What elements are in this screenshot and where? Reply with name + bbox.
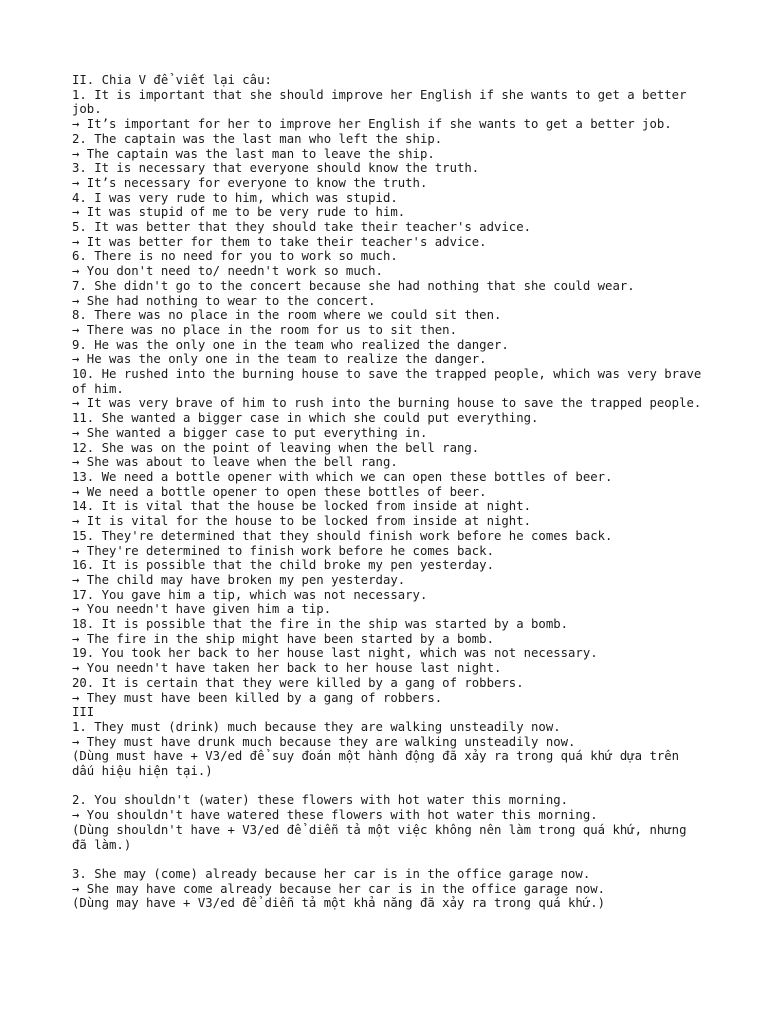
exercise-question: 15. They're determined that they should finish work before he comes back.: [72, 528, 613, 543]
section-heading: II. Chia V để viết lại câu:: [72, 73, 272, 87]
exercise-answer: → She was about to leave when the bell rang.: [72, 455, 398, 470]
exercise-question: 12. She was on the point of leaving when the bell rang.: [72, 440, 480, 455]
exercise-answer: → It was very brave of him to rush into the burning house to save the trapped people.: [72, 396, 702, 411]
document-page: [72, 73, 709, 911]
exercise-answer: → It was stupid of me to be very rude to him.: [72, 205, 406, 220]
exercise-question: 6. There is no need for you to work so much.: [72, 249, 398, 264]
exercise-question: 10. He rushed into the burning house to save the trapped people, which was very brave of him.: [72, 367, 709, 396]
exercise-question: 16. It is possible that the child broke my pen yesterday.: [72, 558, 494, 573]
exercise-question: 8. There was no place in the room where we could sit then.: [72, 308, 502, 323]
exercise-list: [72, 720, 704, 911]
exercise-question: 17. You gave him a tip, which was not necessary.: [72, 587, 428, 602]
exercise-answer: → They're determined to finish work before he comes back.: [72, 543, 494, 558]
exercise-question: 3. It is necessary that everyone should know the truth.: [72, 161, 480, 176]
exercise-question: 3. She may (come) already because her car is in the office garage now.: [72, 866, 591, 881]
exercise-question: 1. They must (drink) much because they are walking unsteadily now.: [72, 719, 561, 734]
exercise-answer: → She had nothing to wear to the concert.: [72, 293, 376, 308]
section-heading: III: [72, 705, 95, 720]
exercise-answer: → It’s necessary for everyone to know the truth.: [72, 175, 428, 190]
spacer: [72, 779, 704, 794]
exercise-answer: → The fire in the ship might have been started by a bomb.: [72, 631, 494, 646]
exercise-answer: → The child may have broken my pen yesterday.: [72, 572, 406, 587]
exercise-note: (Dùng may have + V3/ed để diễn tả một khả năng đã xảy ra trong quá khứ.): [72, 896, 606, 911]
exercise-question: 11. She wanted a bigger case in which she could put everything.: [72, 411, 539, 426]
spacer: [72, 852, 704, 867]
exercise-question: 7. She didn't go to the concert because she had nothing that she could wear.: [72, 278, 635, 293]
exercise-question: 19. You took her back to her house last night, which was not necessary.: [72, 646, 598, 661]
exercise-question: 14. It is vital that the house be locked from inside at night.: [72, 499, 532, 514]
exercise-answer: → You shouldn't have watered these flowers with hot water this morning.: [72, 808, 598, 823]
exercise-question: 4. I was very rude to him, which was stupid.: [72, 190, 398, 205]
exercise-answer: → They must have been killed by a gang of robbers.: [72, 690, 443, 705]
exercise-answer: → She may have come already because her car is in the office garage now.: [72, 881, 606, 896]
exercise-answer: → It is vital for the house to be locked from inside at night.: [72, 514, 532, 529]
exercise-question: 1. It is important that she should improve her English if she wants to get a better job.: [72, 87, 694, 117]
exercise-answer: → He was the only one in the team to realize the danger.: [72, 352, 487, 367]
exercise-answer: → She wanted a bigger case to put everything in.: [72, 425, 428, 440]
exercise-answer: → It was better for them to take their teacher's advice.: [72, 234, 487, 249]
exercise-answer: → You needn't have taken her back to her house last night.: [72, 661, 502, 676]
exercise-question: 9. He was the only one in the team who realized the danger.: [72, 337, 509, 352]
exercise-note: (Dùng shouldn't have + V3/ed để diễn tả một việc không nên làm trong quá khứ, nhưng đã làm.): [72, 822, 694, 852]
exercise-question: 2. The captain was the last man who left the ship.: [72, 131, 443, 146]
exercise-answer: → We need a bottle opener to open these bottles of beer.: [72, 484, 487, 499]
exercise-note: (Dùng must have + V3/ed để suy đoán một hành động đã xảy ra trong quá khứ dựa trên dấu hiệu hiện tại.): [72, 749, 687, 779]
exercise-question: 2. You shouldn't (water) these flowers with hot water this morning.: [72, 793, 569, 808]
exercise-answer: → It’s important for her to improve her English if she wants to get a better job.: [72, 117, 672, 132]
exercise-question: 20. It is certain that they were killed by a gang of robbers.: [72, 675, 524, 690]
exercise-question: 5. It was better that they should take their teacher's advice.: [72, 220, 532, 235]
exercise-answer: → You don't need to/ needn't work so much.: [72, 264, 383, 279]
exercise-answer: → You needn't have given him a tip.: [72, 602, 332, 617]
exercise-list: [72, 87, 709, 706]
exercise-question: 13. We need a bottle opener with which we can open these bottles of beer.: [72, 469, 613, 484]
exercise-question: 18. It is possible that the fire in the ship was started by a bomb.: [72, 617, 569, 632]
exercise-answer: → There was no place in the room for us to sit then.: [72, 322, 457, 337]
exercise-answer: → They must have drunk much because they are walking unsteadily now.: [72, 734, 576, 749]
exercise-answer: → The captain was the last man to leave the ship.: [72, 146, 435, 161]
